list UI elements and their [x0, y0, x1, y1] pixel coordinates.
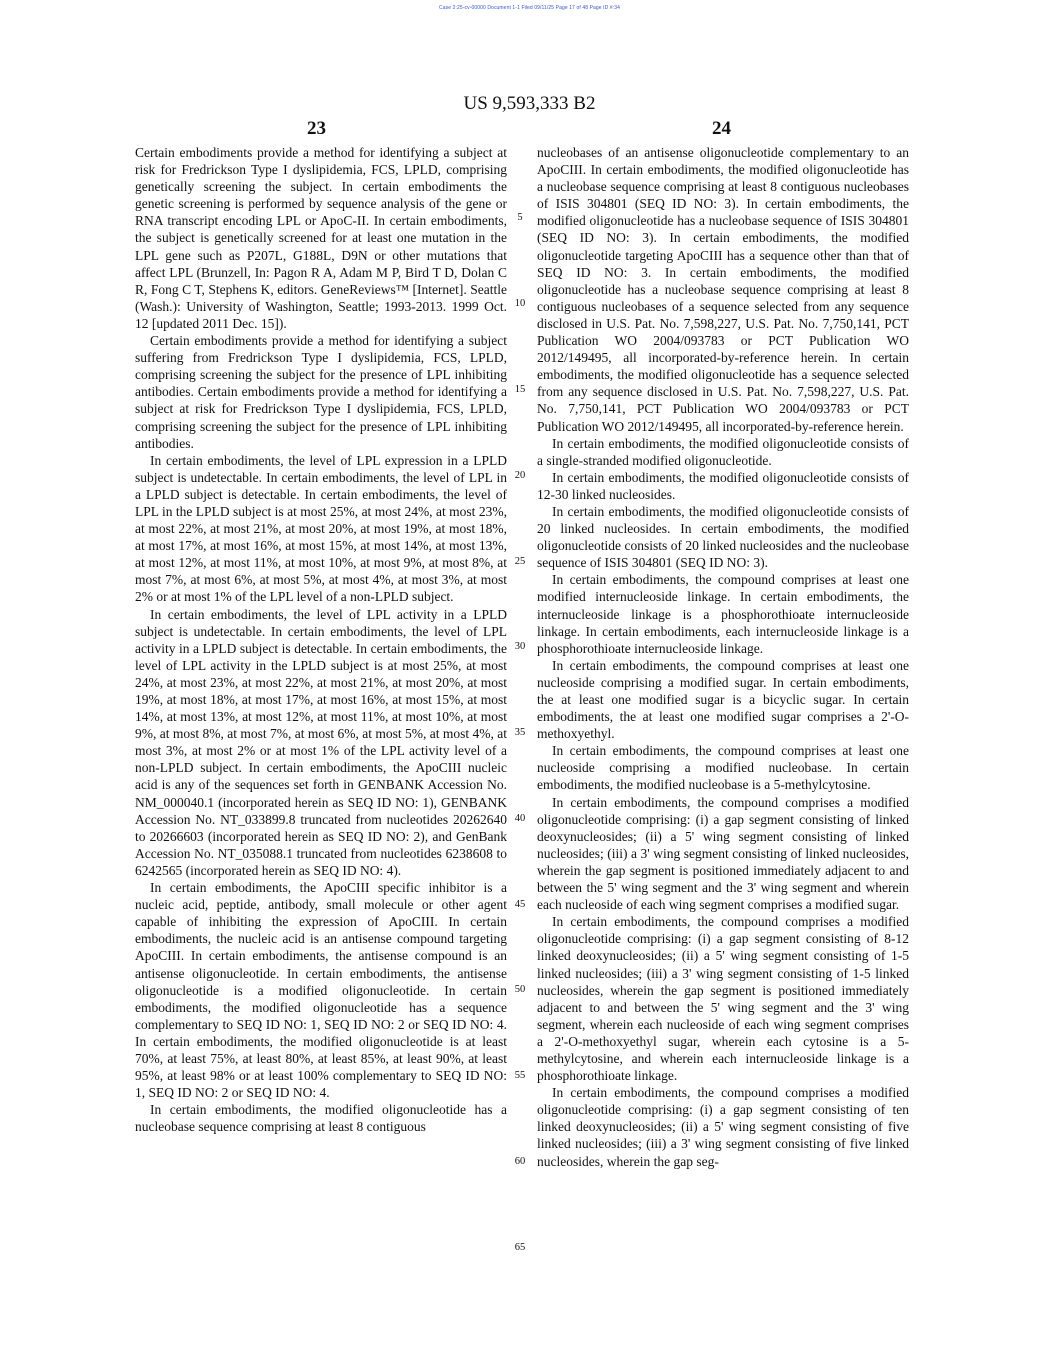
paragraph: Certain embodiments provide a method for identifying a subject suffering from Fredrickson Type I dyslipidemia, FCS, LPLD, comprising screening the subject for the presence of LPL inhibiting antibodies. Certain embodiments provide a method for identifying a subject at risk for Fredrickson Type I dyslipidemia, FCS, LPLD, comprising screening the subject for the presence of LPL inhibiting antibodies. [135, 333, 507, 451]
line-number: 35 [514, 727, 526, 738]
line-number: 50 [514, 984, 526, 995]
paragraph: In certain embodiments, the compound comprises a modified oligonucleotide comprising: (i) a gap segment consisting of 8-12 linked deoxynucleosides; (ii) a 5' wing segment consisting of 1-5 linked nucleosides; (iii) a 3' wing segment consisting of 1-5 linked nucleosides, wherein the gap segment is positioned immediately adjacent to and between the 5' wing segment and the 3' wing segment, wherein each nucleoside of each wing segment comprises a 2'-O-methoxyethyl sugar, wherein each cytosine is a 5-methylcytosine, and wherein each internucleoside linkage is a phosphorothioate linkage. [537, 914, 909, 1084]
paragraph: In certain embodiments, the ApoCIII specific inhibitor is a nucleic acid, peptide, antibody, small molecule or other agent capable of inhibiting the expression of ApoCIII. In certain embodiments, the nucleic acid is an antisense compound targeting ApoCIII. In certain embodiments, the antisense compound is an antisense oligonucleotide. In certain embodiments, the antisense oligonucleotide is a modified oligonucleotide. In certain embodiments, the modified oligonucleotide has a sequence complementary to SEQ ID NO: 1, SEQ ID NO: 2 or SEQ ID NO: 4. In certain embodiments, the modified oligonucleotide is at least 70%, at least 75%, at least 80%, at least 85%, at least 90%, at least 95%, at least 98% or at least 100% complementary to SEQ ID NO: 1, SEQ ID NO: 2 or SEQ ID NO: 4. [135, 880, 507, 1101]
paragraph: In certain embodiments, the compound comprises a modified oligonucleotide comprising: (i) a gap segment consisting of ten linked deoxynucleosides; (ii) a 5' wing segment consisting of five linked nucleosides; (iii) a 3' wing segment consisting of five linked nucleosides, wherein the gap seg- [537, 1085, 909, 1169]
left-column-number: 23 [307, 118, 326, 139]
paragraph: In certain embodiments, the level of LPL activity in a LPLD subject is undetectable. In certain embodiments, the level of LPL activity in a LPLD subject is detectable. In certain embodiments, the level of LPL activity in the LPLD subject is at most 25%, at most 24%, at most 23%, at most 22%, at most 21%, at most 20%, at most 19%, at most 18%, at most 17%, at most 16%, at most 15%, at most 14%, at most 13%, at most 12%, at most 11%, at most 10%, at most 9%, at most 8%, at most 7%, at most 6%, at most 5%, at most 4%, at most 3%, at most 2% or at most 1% of the LPL activity level of a non-LPLD subject. In certain embodiments, the ApoCIII nucleic acid is any of the sequences set forth in GENBANK Accession No. NM_000040.1 (incorporated herein as SEQ ID NO: 1), GENBANK Accession No. NT_033899.8 truncated from nucleotides 20262640 to 20266603 (incorporated herein as SEQ ID NO: 2), and GenBank Accession No. NT_035088.1 truncated from nucleotides 6238608 to 6242565 (incorporated herein as SEQ ID NO: 4). [135, 606, 507, 878]
paragraph: In certain embodiments, the level of LPL expression in a LPLD subject is undetectable. In certain embodiments, the level of LPL in a LPLD subject is detectable. In certain embodiments, the level of LPL in the LPLD subject is at most 25%, at most 24%, at most 23%, at most 22%, at most 21%, at most 20%, at most 19%, at most 18%, at most 17%, at most 16%, at most 15%, at most 14%, at most 13%, at most 12%, at most 11%, at most 10%, at most 9%, at most 8%, at most 7%, at most 6%, at most 5%, at most 4%, at most 3%, at most 2% or at most 1% of the LPL level of a non-LPLD subject. [135, 452, 507, 605]
left-text-column [135, 144, 507, 1135]
line-number: 10 [514, 298, 526, 309]
line-number: 55 [514, 1070, 526, 1081]
paragraph: In certain embodiments, the modified oligonucleotide consists of 20 linked nucleosides. In certain embodiments, the modified oligonucleotide consists of 20 linked nucleosides and the nucleobase sequence of ISIS 304801 (SEQ ID NO: 3). [537, 503, 909, 571]
patent-number: US 9,593,333 B2 [463, 93, 596, 114]
line-number: 20 [514, 470, 526, 481]
paragraph: Certain embodiments provide a method for identifying a subject at risk for Fredrickson Type I dyslipidemia, FCS, LPLD, comprising genetically screening the subject. In certain embodiments the genetic screening is performed by sequence analysis of the gene or RNA transcript encoding LPL or ApoC-II. In certain embodiments, the subject is genetically screened for at least one mutation in the LPL gene such as P207L, G188L, D9N or other mutations that affect LPL (Brunzell, In: Pagon R A, Adam M P, Bird T D, Dolan C R, Fong C T, Stephens K, editors. GeneReviews™ [Internet]. Seattle (Wash.): University of Washington, Seattle; 1993-2013. 1999 Oct. 12 [updated 2011 Dec. 15]). [135, 145, 507, 331]
line-number: 25 [514, 556, 526, 567]
line-number: 40 [514, 813, 526, 824]
paragraph: In certain embodiments, the compound comprises at least one modified internucleoside linkage. In certain embodiments, the internucleoside linkage is a phosphorothioate internucleoside linkage. In certain embodiments, each internucleoside linkage is a phosphorothioate internucleoside linkage. [537, 572, 909, 656]
line-number: 60 [514, 1156, 526, 1167]
line-number: 5 [517, 212, 523, 223]
paragraph: nucleobases of an antisense oligonucleotide complementary to an ApoCIII. In certain embodiments, the modified oligonucleotide has a nucleobase sequence comprising at least 8 contiguous nucleobases of ISIS 304801 (SEQ ID NO: 3). In certain embodiments, the modified oligonucleotide has a nucleobase sequence of ISIS 304801 (SEQ ID NO: 3). In certain embodiments, the modified oligonucleotide targeting ApoCIII has a sequence other than that of SEQ ID NO: 3. In certain embodiments, the modified oligonucleotide has a nucleobase sequence comprising at least 8 contiguous nucleobases of a sequence selected from any sequence disclosed in U.S. Pat. No. 7,598,227, U.S. Pat. No. 7,750,141, PCT Publication WO 2004/093783 or PCT Publication WO 2012/149495, all incorporated-by-reference herein. In certain embodiments, the modified oligonucleotide has a sequence selected from any sequence disclosed in U.S. Pat. No. 7,598,227, U.S. Pat. No. 7,750,141, PCT Publication WO 2004/093783 or PCT Publication WO 2012/149495, all incorporated-by-reference herein. [537, 145, 909, 434]
paragraph: In certain embodiments, the modified oligonucleotide has a nucleobase sequence comprising at least 8 contiguous [135, 1102, 507, 1135]
paragraph: In certain embodiments, the modified oligonucleotide consists of a single-stranded modified oligonucleotide. [537, 435, 909, 468]
right-column-number: 24 [712, 118, 731, 139]
line-number: 15 [514, 384, 526, 395]
right-text-column [537, 144, 909, 1170]
line-number: 45 [514, 899, 526, 910]
paragraph: In certain embodiments, the compound comprises at least one nucleoside comprising a modified sugar. In certain embodiments, the at least one modified sugar is a bicyclic sugar. In certain embodiments, the at least one modified sugar comprises a 2'-O-methoxyethyl. [537, 657, 909, 742]
paragraph: In certain embodiments, the compound comprises at least one nucleoside comprising a modified nucleobase. In certain embodiments, the modified nucleobase is a 5-methylcytosine. [537, 743, 909, 793]
court-filing-header: Case 2:25-cv-00000 Document 1-1 Filed 09/11/25 Page 17 of 48 Page ID #:34 [439, 5, 620, 11]
paragraph: In certain embodiments, the compound comprises a modified oligonucleotide comprising: (i) a gap segment consisting of linked deoxynucleosides; (ii) a 5' wing segment consisting of linked nucleosides; (iii) a 3' wing segment consisting of linked nucleosides, wherein the gap segment is positioned immediately adjacent to and between the 5' wing segment and the 3' wing segment and wherein each nucleoside of each wing segment comprises a modified sugar. [537, 794, 909, 913]
line-number: 30 [514, 641, 526, 652]
paragraph: In certain embodiments, the modified oligonucleotide consists of 12-30 linked nucleosides. [537, 469, 909, 502]
line-number: 65 [514, 1242, 526, 1253]
